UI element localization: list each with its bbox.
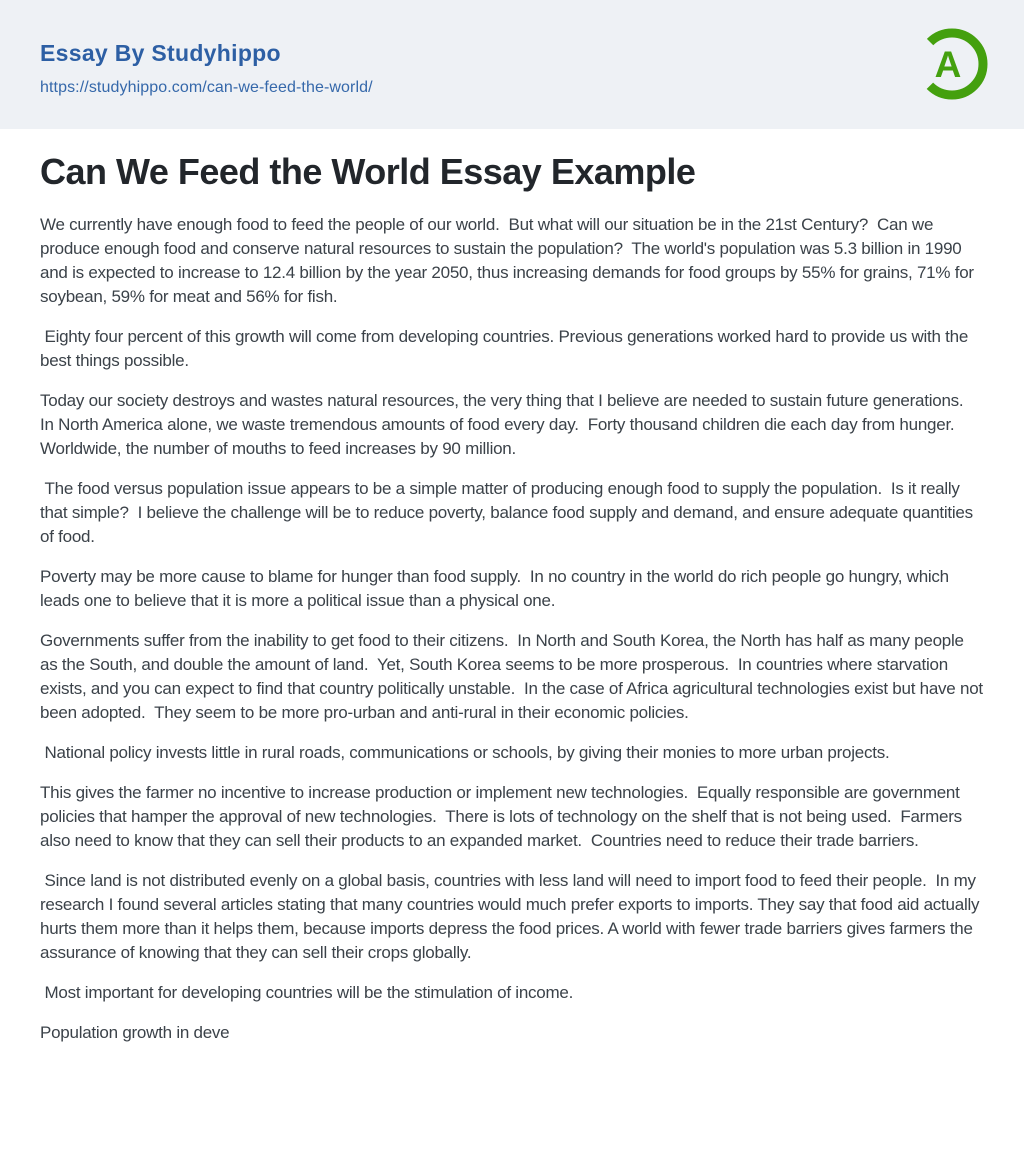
logo-letter: A [934,44,962,85]
essay-main [0,129,1024,1121]
page-header [0,0,1024,129]
essay-title: Can We Feed the World Essay Example [40,151,696,192]
essay-paragraph: We currently have enough food to feed the people of our world. But what will our situation be in the 21st Century? Can we produce enough food and conserve natural resources to sustain the population? The world's population was 5.3 billion in 1990 and is expected to increase to 12.4 billion by the year 2050, thus increasing demands for food groups by 55% for grains, 71% for soybean, 59% for meat and 56% for fish. [40,215,979,306]
essay-paragraph: Governments suffer from the inability to get food to their citizens. In North and South Korea, the North has half as many people as the South, and double the amount of land. Yet, South Korea seems to be more prosperous. In countries where starvation exists, and you can expect to find that country politically unstable. In the case of Africa agricultural technologies exist but have not been adopted. They seem to be more pro-urban and anti-rural in their economic policies. [40,631,988,722]
essay-paragraph: Poverty may be more cause to blame for hunger than food supply. In no country in the world do rich people go hungry, which leads one to believe that it is more a political issue than a physical one. [40,567,954,610]
essay-body [40,213,988,1045]
site-url-link[interactable]: https://studyhippo.com/can-we-feed-the-world/ [40,79,373,96]
essay-paragraph: Eighty four percent of this growth will come from developing countries. Previous generations worked hard to provide us with the best things possible. [40,327,973,370]
essay-paragraph: National policy invests little in rural roads, communications or schools, by giving their monies to more urban projects. [40,743,890,762]
essay-paragraph: Most important for developing countries will be the stimulation of income. [40,983,574,1002]
essay-paragraph: The food versus population issue appears to be a simple matter of producing enough food to supply the population. Is it really that simple? I believe the challenge will be to reduce poverty, balance food supply and demand, and ensure adequate quantities of food. [40,479,978,546]
essay-paragraph: Population growth in deve [40,1023,230,1042]
studyhippo-logo [914,26,990,102]
essay-paragraph: Today our society destroys and wastes natural resources, the very thing that I believe are needed to sustain future generations. In North America alone, we waste tremendous amounts of food every day. Forty thousand children die each day from hunger. Worldwide, the number of mouths to feed increases by 90 million. [40,391,973,458]
logo-arc-icon [914,26,990,102]
brand-title: Essay By Studyhippo [40,40,281,66]
essay-paragraph: Since land is not distributed evenly on a global basis, countries with less land will need to import food to feed their people. In my research I found several articles stating that many countries would much prefer exports to imports. They say that food aid actually hurts them more than it helps them, because imports depress the food prices. A world with fewer trade barriers gives farmers the assurance of knowing that they can sell their crops globally. [40,871,984,962]
essay-paragraph: This gives the farmer no incentive to increase production or implement new technologies. Equally responsible are government policies that hamper the approval of new technologies. There is lots of technology on the shelf that is not being used. Farmers also need to know that they can sell their products to an expanded market. Countries need to reduce their trade barriers. [40,783,967,850]
